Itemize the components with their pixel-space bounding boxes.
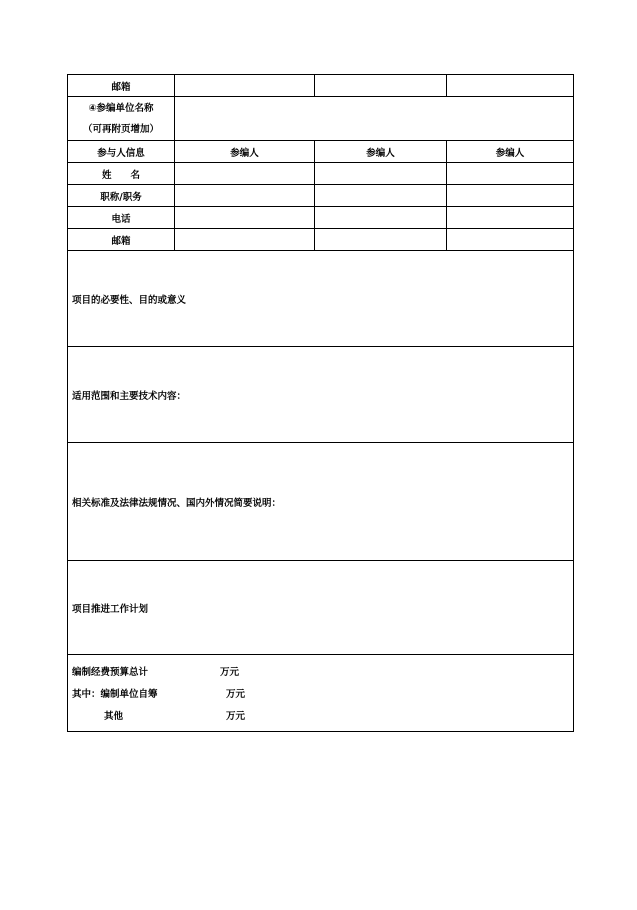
participant-title-input-1[interactable]: [175, 185, 315, 207]
budget-row: [68, 655, 574, 732]
standards-section-title: 相关标准及法律法规情况、国内外情况简要说明：: [72, 497, 282, 509]
standards-section-row: [68, 443, 574, 561]
standards-section[interactable]: [68, 443, 574, 561]
necessity-section-row: [68, 251, 574, 347]
plan-section[interactable]: [68, 561, 574, 655]
participant-name-input-3[interactable]: [447, 163, 574, 185]
participant-phone-input-2[interactable]: [315, 207, 447, 229]
necessity-section-title: 项目的必要性、目的或意义: [72, 294, 187, 306]
org-label-line1: ④参编单位名称: [88, 102, 154, 114]
participant-name-input-2[interactable]: [315, 163, 447, 185]
participant-phone-label: 电话: [68, 207, 175, 229]
participant-column-2: 参编人: [315, 141, 447, 163]
org-row: [68, 97, 574, 141]
participant-phone-input-3[interactable]: [447, 207, 574, 229]
participant-email-input-3[interactable]: [447, 229, 574, 251]
top-email-cell-2[interactable]: [315, 75, 447, 97]
org-label-line2: （可再附页增加）: [82, 123, 159, 135]
participant-title-input-2[interactable]: [315, 185, 447, 207]
budget-section[interactable]: [68, 655, 574, 732]
top-email-cell-1[interactable]: [175, 75, 315, 97]
participant-name-input-1[interactable]: [175, 163, 315, 185]
application-form-table: [67, 74, 574, 732]
participant-column-3: 参编人: [447, 141, 574, 163]
participant-title-row: [68, 185, 574, 207]
budget-self-label: 其中：编制单位自筹: [72, 688, 158, 700]
participant-email-label: 邮箱: [68, 229, 175, 251]
org-label: [68, 97, 175, 141]
top-email-cell-3[interactable]: [447, 75, 574, 97]
budget-total-line: [72, 662, 569, 684]
budget-self-line: [72, 684, 569, 706]
scope-section-title: 适用范围和主要技术内容：: [72, 390, 187, 402]
participant-column-1: 参编人: [175, 141, 315, 163]
budget-other-line: [72, 706, 569, 728]
scope-section-row: [68, 347, 574, 443]
org-name-input[interactable]: [175, 97, 574, 141]
budget-total-unit: 万元: [220, 666, 240, 678]
budget-total-label: 编制经费预算总计: [72, 666, 149, 678]
budget-other-unit: 万元: [226, 710, 246, 722]
participants-header-row: [68, 141, 574, 163]
participant-title-label: 职称/职务: [68, 185, 175, 207]
participant-phone-row: [68, 207, 574, 229]
budget-other-label: 其他: [104, 710, 124, 722]
participant-name-row: [68, 163, 574, 185]
participant-email-row: [68, 229, 574, 251]
participant-email-input-2[interactable]: [315, 229, 447, 251]
participant-name-label: 姓 名: [68, 163, 175, 185]
budget-self-unit: 万元: [226, 688, 246, 700]
participant-phone-input-1[interactable]: [175, 207, 315, 229]
top-email-row: [68, 75, 574, 97]
top-email-label: 邮箱: [68, 75, 175, 97]
participant-title-input-3[interactable]: [447, 185, 574, 207]
necessity-section[interactable]: [68, 251, 574, 347]
plan-section-row: [68, 561, 574, 655]
plan-section-title: 项目推进工作计划: [72, 603, 149, 615]
participant-email-input-1[interactable]: [175, 229, 315, 251]
scope-section[interactable]: [68, 347, 574, 443]
participants-header-label: 参与人信息: [68, 141, 175, 163]
